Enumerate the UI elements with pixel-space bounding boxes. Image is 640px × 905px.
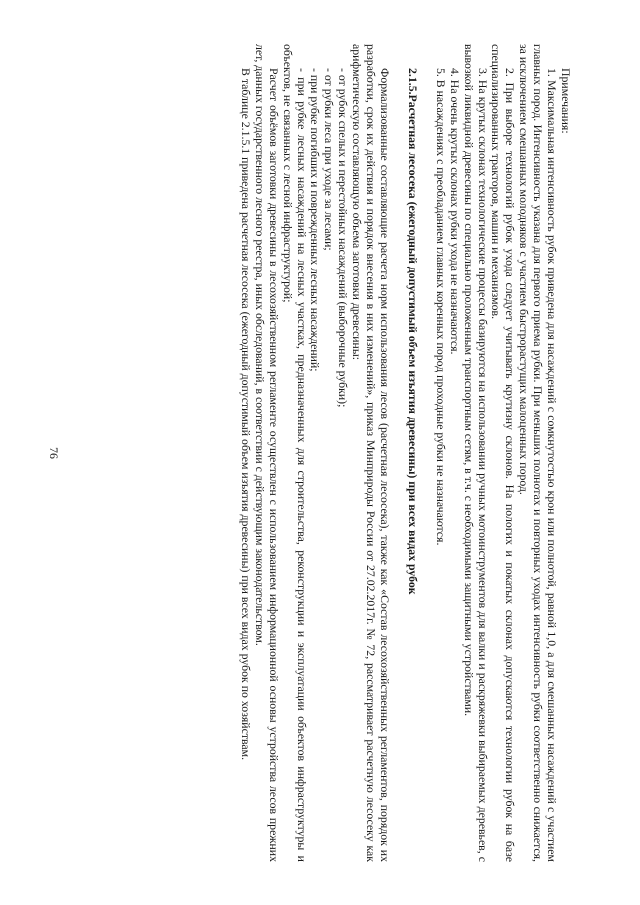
spacer [391, 44, 405, 862]
spacer [419, 44, 433, 862]
list-item-1: - от рубок спелых и перестойных насаждений (выборочные рубки); [336, 67, 351, 407]
notes-header: Примечания: [559, 67, 573, 134]
page-number: 76 [47, 446, 61, 459]
section-heading: 2.1.5.Расчетная лесосека (ежегодный допустимый объем изъятия древесины) при всех видах рубок [405, 67, 420, 595]
text-body [238, 44, 572, 862]
list-item-4: - при рубке лесных насаждений на лесных участках, предназначенных для строительства, реконструкции и эксплуатации объектов инфраструктуры и объектов, не связанных с лесной инфраструктурой; [280, 43, 309, 862]
note-item-1: 1. Максимальная интенсивность рубок приведена для насаждений с сомкнутостью крон или полнотой, равной 1,0, а для смешанных насаждений с участием главных пород. Интенсивность указана для первого приема рубки. При меньших полнотах и повторных уходах интенсивность рубки соответственно снижается, за исключением смешанных молодняков с участием быстрорастущих малоценных пород. [517, 43, 560, 862]
list-item-3: - при рубке погибших и поврежденных лесных насаждений; [308, 67, 323, 372]
section-intro: Формализованные составляющие расчета норм использования лесов (расчетная лесосека), также как «Состав лесохозяйственных регламентов, порядок их разработки, срок их действия и порядок внесения в них изменений», приказ Минприроды России от 27.02.2017г. № 72, рассматривает расчетную лесосеку как арифметическую составляющую объема заготовки древесины: [350, 43, 393, 862]
list-item-2: - от рубки леса при уходе за лесами; [322, 67, 337, 251]
note-item-4: 4. На очень крутых склонах рубки ухода не назначаются. [447, 67, 462, 354]
section-paragraph-3: В таблице 2.1.5.1 приведена расчетная лесосека (ежегодный допустимый объем изъятия древесины) при всех видах рубок по хозяйствам. [238, 67, 253, 760]
note-item-2: 2. При выборе технологий рубок ухода следует учитывать крутизну склонов. На пологих и покатых склонах допускаются технологии рубок на базе специализированных тракторов, машин и механизмов. [489, 43, 518, 862]
note-item-5: 5. В насаждениях с преобладанием главных коренных пород проходные рубки не назначаются. [433, 67, 448, 545]
section-paragraph-2: Расчет объёмов заготовки древесины в лесохозяйственном регламенте осуществлен с использованием информационной основы устройства лесов прежних лет, данных государственного лесного реестра, иных обследований, в соответствии с действующим законодательством. [252, 43, 281, 862]
note-item-3: 3. На крутых склонах технологические процессы базируются на использовании ручных мотоинструментов для валки и раскряжевки выбираемых деревьев, с вывозкой ликвидной древесины по специально проложенным транспортным сетям, в т.ч. с необходимыми защитными устройствами. [461, 43, 490, 862]
document-page [40, 38, 600, 868]
